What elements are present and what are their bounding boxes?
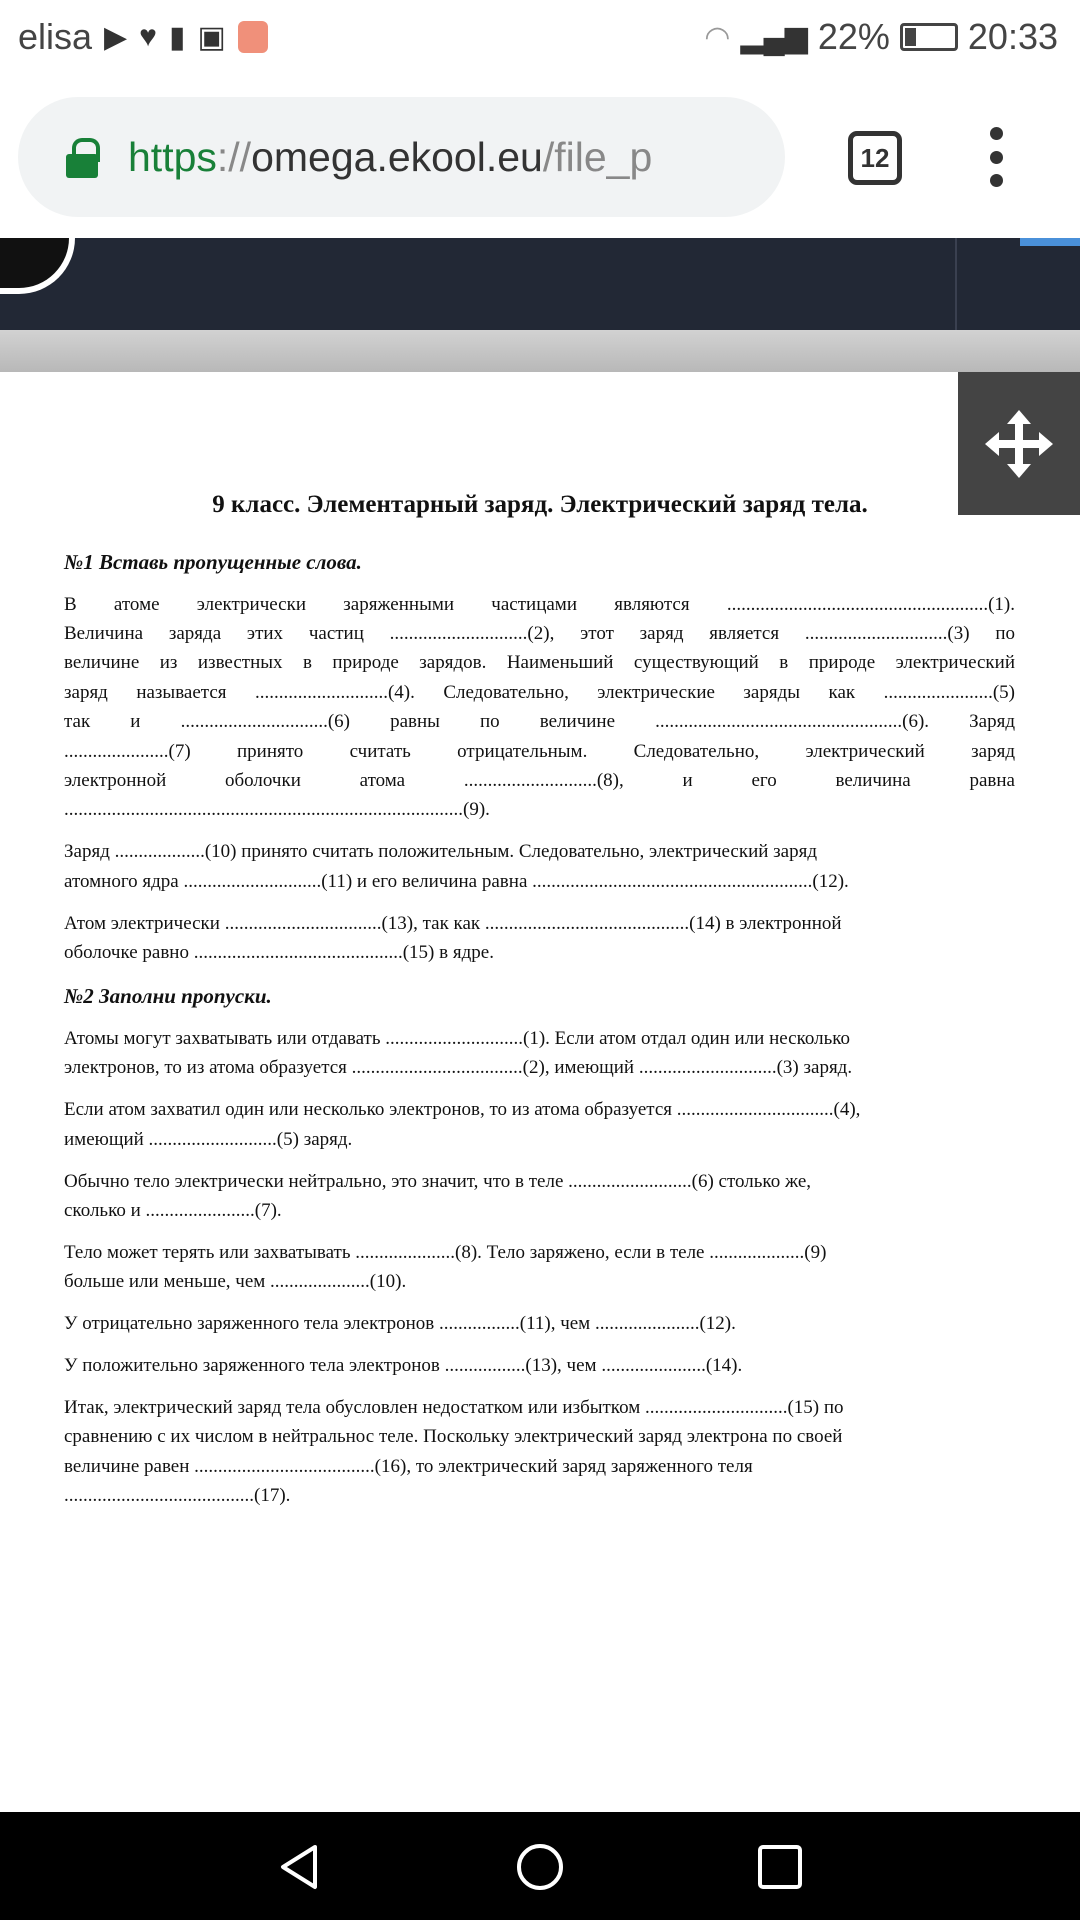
text-line: сравнению с их числом в нейтральнос теле. Поскольку электрический заряд электрона по своей	[64, 1426, 843, 1448]
document-page	[64, 488, 1015, 1511]
battery-icon	[900, 23, 958, 51]
text-line: Атом электрически .................................(13), так как ...........................................(14) в электронной	[64, 912, 842, 934]
lock-icon	[66, 138, 98, 176]
text-line: сколько и .......................(7).	[64, 1199, 282, 1221]
text-line: ....................................................................................(9).	[64, 799, 490, 821]
status-bar	[0, 0, 1080, 75]
youtube-icon: ▣	[197, 20, 226, 54]
viewer-toolbar	[0, 330, 1080, 372]
inbox-app-icon	[238, 21, 268, 53]
play-icon: ▶	[104, 20, 128, 54]
section2-paragraph	[64, 1024, 1015, 1083]
url-text[interactable]	[128, 134, 652, 181]
text-line: так и ...............................(6) равны по величине ....................................................(6). Заряд	[64, 711, 1015, 733]
health-icon: ♥	[139, 20, 157, 53]
url-sep: ://	[216, 133, 252, 180]
text-line: больше или меньше, чем .....................(10).	[64, 1271, 407, 1293]
text-line: Атомы могут захватывать или отдавать .............................(1). Если атом отдал один или несколько	[64, 1027, 851, 1049]
alert-icon: ▮	[168, 20, 186, 54]
text-line: В атоме электрически заряженными частицами являются .......................................................(1).	[64, 593, 1015, 615]
url-scheme: https	[128, 133, 217, 180]
section2-paragraph	[64, 1309, 1015, 1338]
browser-toolbar	[0, 75, 1080, 238]
header-button[interactable]	[1020, 238, 1080, 246]
text-line: Заряд ...................(10) принято считать положительным. Следовательно, электрический заряд	[64, 841, 818, 863]
site-header	[0, 238, 1080, 330]
text-line: заряд называется ............................(4). Следовательно, электрические заряды как .......................(5)	[64, 681, 1015, 703]
text-line: У положительно заряженного тела электронов .................(13), чем ......................(14).	[64, 1355, 743, 1377]
section2-paragraph	[64, 1238, 1015, 1297]
back-icon[interactable]	[275, 1842, 325, 1892]
android-nav-bar	[0, 1812, 1080, 1920]
text-line: величине равен ......................................(16), то электрический заряд заряженного теля	[64, 1455, 753, 1477]
wifi-icon: ◠	[704, 20, 731, 54]
section2-paragraph	[64, 1393, 1015, 1511]
text-line: электронов, то из атома образуется ....................................(2), имеющий .............................(3) заряд.	[64, 1057, 853, 1079]
text-line: Если атом захватил один или несколько электронов, то из атома образуется .................................(4),	[64, 1099, 861, 1121]
text-line: атомного ядра .............................(11) и его величина равна ...........................................................(12).	[64, 870, 849, 892]
text-line: Величина заряда этих частиц .............................(2), этот заряд является ..............................(3) по	[64, 622, 1015, 644]
section2-heading: №2 Заполни пропуски.	[64, 984, 272, 1009]
divider	[955, 238, 957, 330]
battery-percent: 22%	[817, 16, 890, 57]
text-line: оболочке равно ............................................(15) в ядре.	[64, 941, 494, 963]
text-line: Обычно тело электрически нейтрально, это значит, что в теле ..........................(6) столько же,	[64, 1170, 812, 1192]
section1-paragraph	[64, 837, 1015, 896]
section2-paragraph	[64, 1095, 1015, 1154]
text-line: ......................(7) принято считать отрицательным. Следовательно, электрический заряд	[64, 740, 1015, 762]
carrier-label: elisa	[18, 16, 93, 57]
more-menu-icon[interactable]	[982, 127, 1010, 187]
site-logo[interactable]	[0, 238, 75, 294]
section2-paragraph	[64, 1351, 1015, 1380]
clock: 20:33	[967, 16, 1058, 57]
home-icon[interactable]	[515, 1842, 565, 1892]
url-host: omega.ekool.eu	[251, 133, 543, 180]
section1-heading: №1 Вставь пропущенные слова.	[64, 550, 362, 574]
url-path: /file_p	[542, 133, 653, 180]
text-line: электронной оболочки атома ............................(8), и его величина равна	[64, 769, 1015, 791]
recents-icon[interactable]	[755, 1842, 805, 1892]
signal-icon: ▂▄▆	[740, 20, 808, 54]
section2-paragraph	[64, 1167, 1015, 1226]
text-line: У отрицательно заряженного тела электронов .................(11), чем ......................(12).	[64, 1313, 736, 1335]
address-bar[interactable]	[18, 97, 785, 217]
document-title: 9 класс. Элементарный заряд. Электрический заряд тела.	[212, 491, 868, 518]
text-line: имеющий ...........................(5) заряд.	[64, 1128, 353, 1150]
text-line: Тело может терять или захватывать .....................(8). Тело заряжено, если в теле ....................(9)	[64, 1241, 827, 1263]
tab-switcher-button[interactable]: 12	[848, 131, 902, 185]
text-line: величине из известных в природе зарядов. Наименьший существующий в природе электрический	[64, 652, 1015, 674]
section1-paragraph	[64, 909, 1015, 968]
section1-paragraph	[64, 590, 1015, 825]
text-line: Итак, электрический заряд тела обусловлен недостатком или избытком ..............................(15) по	[64, 1396, 844, 1418]
text-line: ........................................(17).	[64, 1485, 291, 1507]
